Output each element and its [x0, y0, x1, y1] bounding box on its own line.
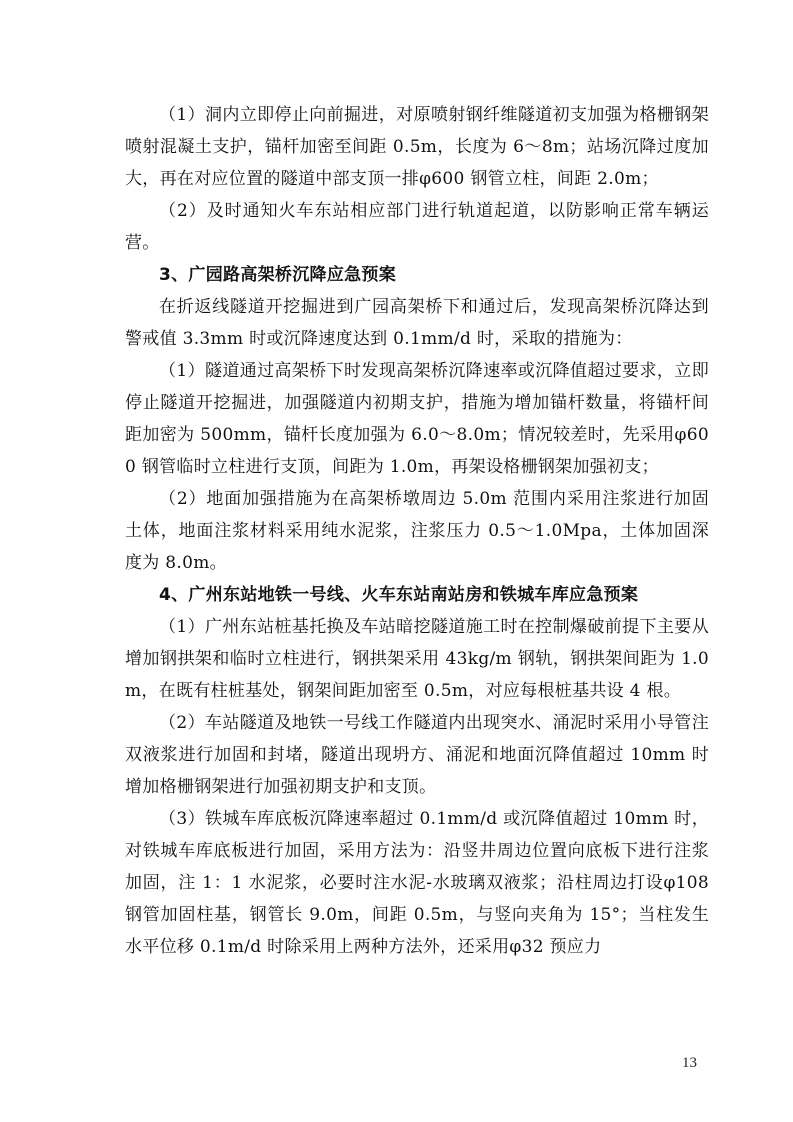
paragraph-bridge-measure-2: （2）地面加强措施为在高架桥墩周边 5.0m 范围内采用注浆进行加固土体，地面注浆材料采用纯水泥浆，注浆压力 0.5～1.0Mpa，土体加固深度为 8.0m。	[125, 489, 709, 573]
paragraph-station-measure-1: （1）广州东站桩基托换及车站暗挖隧道施工时在控制爆破前提下主要从增加钢拱架和临时立柱进行，钢拱架采用 43kg/m 钢轨，钢拱架间距为 1.0m，在既有柱桩基处，钢架间距加密至 0.5m，对应每根桩基共设 4 根。	[125, 617, 709, 701]
paragraph-tunnel-measure-2: （2）及时通知火车东站相应部门进行轨道起道，以防影响正常车辆运营。	[125, 201, 709, 253]
paragraph-station-measure-3: （3）铁城车库底板沉降速率超过 0.1mm/d 或沉降值超过 10mm 时，对铁城车库底板进行加固，采用方法为：沿竖井周边位置向底板下进行注浆加固，注 1：1 水泥浆，必要时注水泥-水玻璃双液浆；沿柱周边打设φ108 钢管加固柱基，钢管长 9.0m，间距 0.5m，与竖向夹角为 15°；当柱发生水平位移 0.1m/d 时除采用上两种方法外，还采用φ32 预应力	[125, 809, 709, 957]
paragraph-station-measure-2: （2）车站隧道及地铁一号线工作隧道内出现突水、涌泥时采用小导管注双液浆进行加固和封堵，隧道出现坍方、涌泥和地面沉降值超过 10mm 时增加格栅钢架进行加强初期支护和支顶。	[125, 713, 709, 797]
page-number: 13	[682, 1055, 697, 1071]
section-heading-guangyuan-bridge: 3、广园路高架桥沉降应急预案	[159, 265, 397, 285]
section-heading-guangzhou-east-station: 4、广州东站地铁一号线、火车东站南站房和铁城车库应急预案	[159, 585, 639, 605]
paragraph-bridge-measure-1: （1）隧道通过高架桥下时发现高架桥沉降速率或沉降值超过要求，立即停止隧道开挖掘进，加强隧道内初期支护，措施为增加锚杆数量，将锚杆间距加密为 500mm，锚杆长度加强为 6.0～8.0m；情况较差时，先采用φ600 钢管临时立柱进行支顶，间距为 1.0m，再架设格栅钢架加强初支；	[125, 361, 709, 477]
document-body	[125, 99, 709, 963]
paragraph-bridge-intro: 在折返线隧道开挖掘进到广园高架桥下和通过后，发现高架桥沉降达到警戒值 3.3mm 时或沉降速度达到 0.1mm/d 时，采取的措施为：	[125, 297, 709, 349]
paragraph-tunnel-measure-1: （1）洞内立即停止向前掘进，对原喷射钢纤维隧道初支加强为格栅钢架喷射混凝土支护，锚杆加密至间距 0.5m，长度为 6～8m；站场沉降过度加大，再在对应位置的隧道中部支顶一排φ600 钢管立柱，间距 2.0m；	[125, 105, 709, 189]
